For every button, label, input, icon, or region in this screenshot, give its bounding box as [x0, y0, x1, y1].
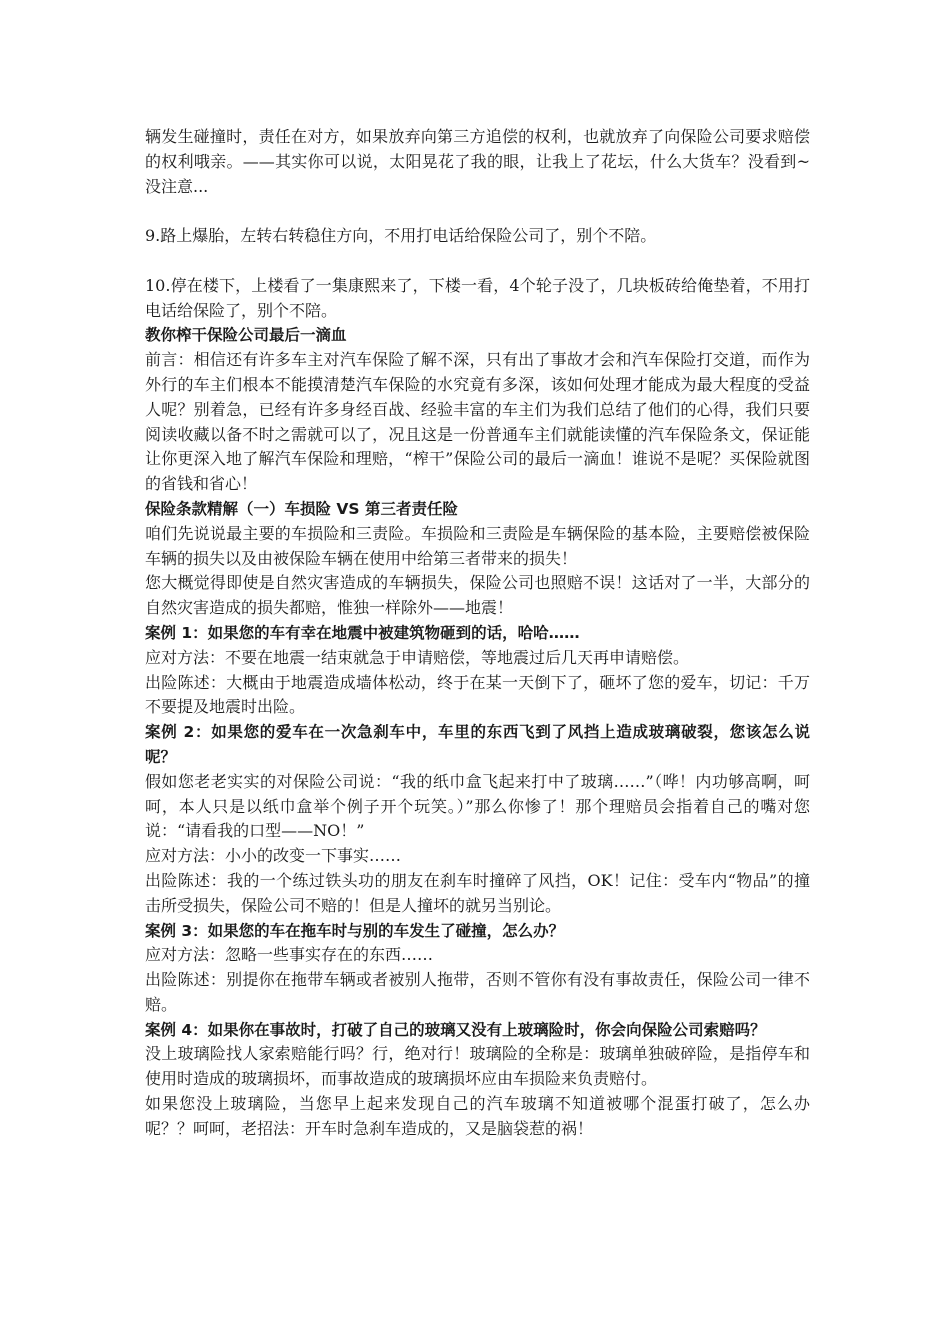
case-heading: 案例 2：如果您的爱车在一次急刹车中，车里的东西飞到了风挡上造成玻璃破裂，您该怎么说呢？ [145, 723, 810, 766]
section-heading: 保险条款精解（一）车损险 VS 第三者责任险 [145, 499, 458, 518]
paragraph: 出险陈述：我的一个练过铁头功的朋友在刹车时撞碎了风挡，OK！记住：受车内“物品”的撞击所受损失，保险公司不赔的！但是人撞坏的就另当别论。 [145, 870, 810, 915]
paragraph: 咱们先说说最主要的车损险和三责险。车损险和三责险是车辆保险的基本险，主要赔偿被保险车辆的损失以及由被保险车辆在使用中给第三者带来的损失！ [145, 523, 810, 568]
paragraph: 9.路上爆胎，左转右转稳住方向，不用打电话给保险公司了，别个不陪。 [145, 226, 657, 246]
paragraph: 应对方法：忽略一些事实存在的东西…… [145, 945, 434, 965]
blank-line [145, 199, 810, 224]
paragraph: 应对方法：小小的改变一下事实…… [145, 846, 402, 866]
case-heading: 案例 3：如果您的车在拖车时与别的车发生了碰撞，怎么办？ [145, 921, 565, 940]
paragraph: 应对方法：不要在地震一结束就急于申请赔偿，等地震过后几天再申请赔偿。 [145, 647, 690, 667]
paragraph: 如果您没上玻璃险，当您早上起来发现自己的汽车玻璃不知道被哪个混蛋打破了，怎么办呢？？呵呵，老招法：开车时急刹车造成的，又是脑袋惹的祸！ [145, 1094, 810, 1138]
paragraph: 辆发生碰撞时，责任在对方，如果放弃向第三方追偿的权利，也就放弃了向保险公司要求赔偿的权利哦亲。——其实你可以说，太阳晃花了我的眼，让我上了花坛，什么大货车？没看到~没注意... [145, 127, 810, 196]
case-heading: 案例 4：如果你在事故时，打破了自己的玻璃又没有上玻璃险时，你会向保险公司索赔吗？ [145, 1020, 766, 1039]
document-page [145, 125, 810, 1142]
paragraph: 没上玻璃险找人家索赔能行吗？行，绝对行！玻璃险的全称是：玻璃单独破碎险，是指停车和使用时造成的玻璃损坏，而事故造成的玻璃损坏应由车损险来负责赔付。 [145, 1044, 810, 1089]
paragraph: 出险陈述：大概由于地震造成墙体松动，终于在某一天倒下了，砸坏了您的爱车，切记：千万不要提及地震时出险。 [145, 672, 810, 717]
case-heading: 案例 1：如果您的车有幸在地震中被建筑物砸到的话，哈哈…… [145, 623, 580, 642]
section-heading: 教你榨干保险公司最后一滴血 [145, 326, 347, 345]
paragraph: 假如您老老实实的对保险公司说：“我的纸巾盒飞起来打中了玻璃……”（哗！内功够高啊，呵呵，本人只是以纸巾盒举个例子开个玩笑。）”那么你惨了！那个理赔员会指着自己的嘴对您说：“请看我的口型——NO！” [145, 771, 810, 841]
paragraph: 您大概觉得即使是自然灾害造成的车辆损失，保险公司也照赔不误！这话对了一半，大部分的自然灾害造成的损失都赔，惟独一样除外——地震！ [145, 573, 810, 618]
blank-line [145, 249, 810, 274]
paragraph: 出险陈述：别提你在拖带车辆或者被别人拖带，否则不管你有没有事故责任，保险公司一律不赔。 [145, 970, 810, 1014]
paragraph: 10.停在楼下，上楼看了一集康熙来了，下楼一看，4个轮子没了，几块板砖给俺垫着，不用打电话给保险了，别个不陪。 [145, 275, 810, 320]
paragraph: 前言：相信还有许多车主对汽车保险了解不深，只有出了事故才会和汽车保险打交道，而作为外行的车主们根本不能摸清楚汽车保险的水究竟有多深，该如何处理才能成为最大程度的受益人呢？别着急，已经有许多身经百战、经验丰富的车主们为我们总结了他们的心得，我们只要阅读收藏以备不时之需就可以了，况且这是一份普通车主们就能读懂的汽车保险条文，保证能让你更深入地了解汽车保险和理赔，“榨干”保险公司的最后一滴血！谁说不是呢？买保险就图的省钱和省心！ [145, 350, 810, 494]
